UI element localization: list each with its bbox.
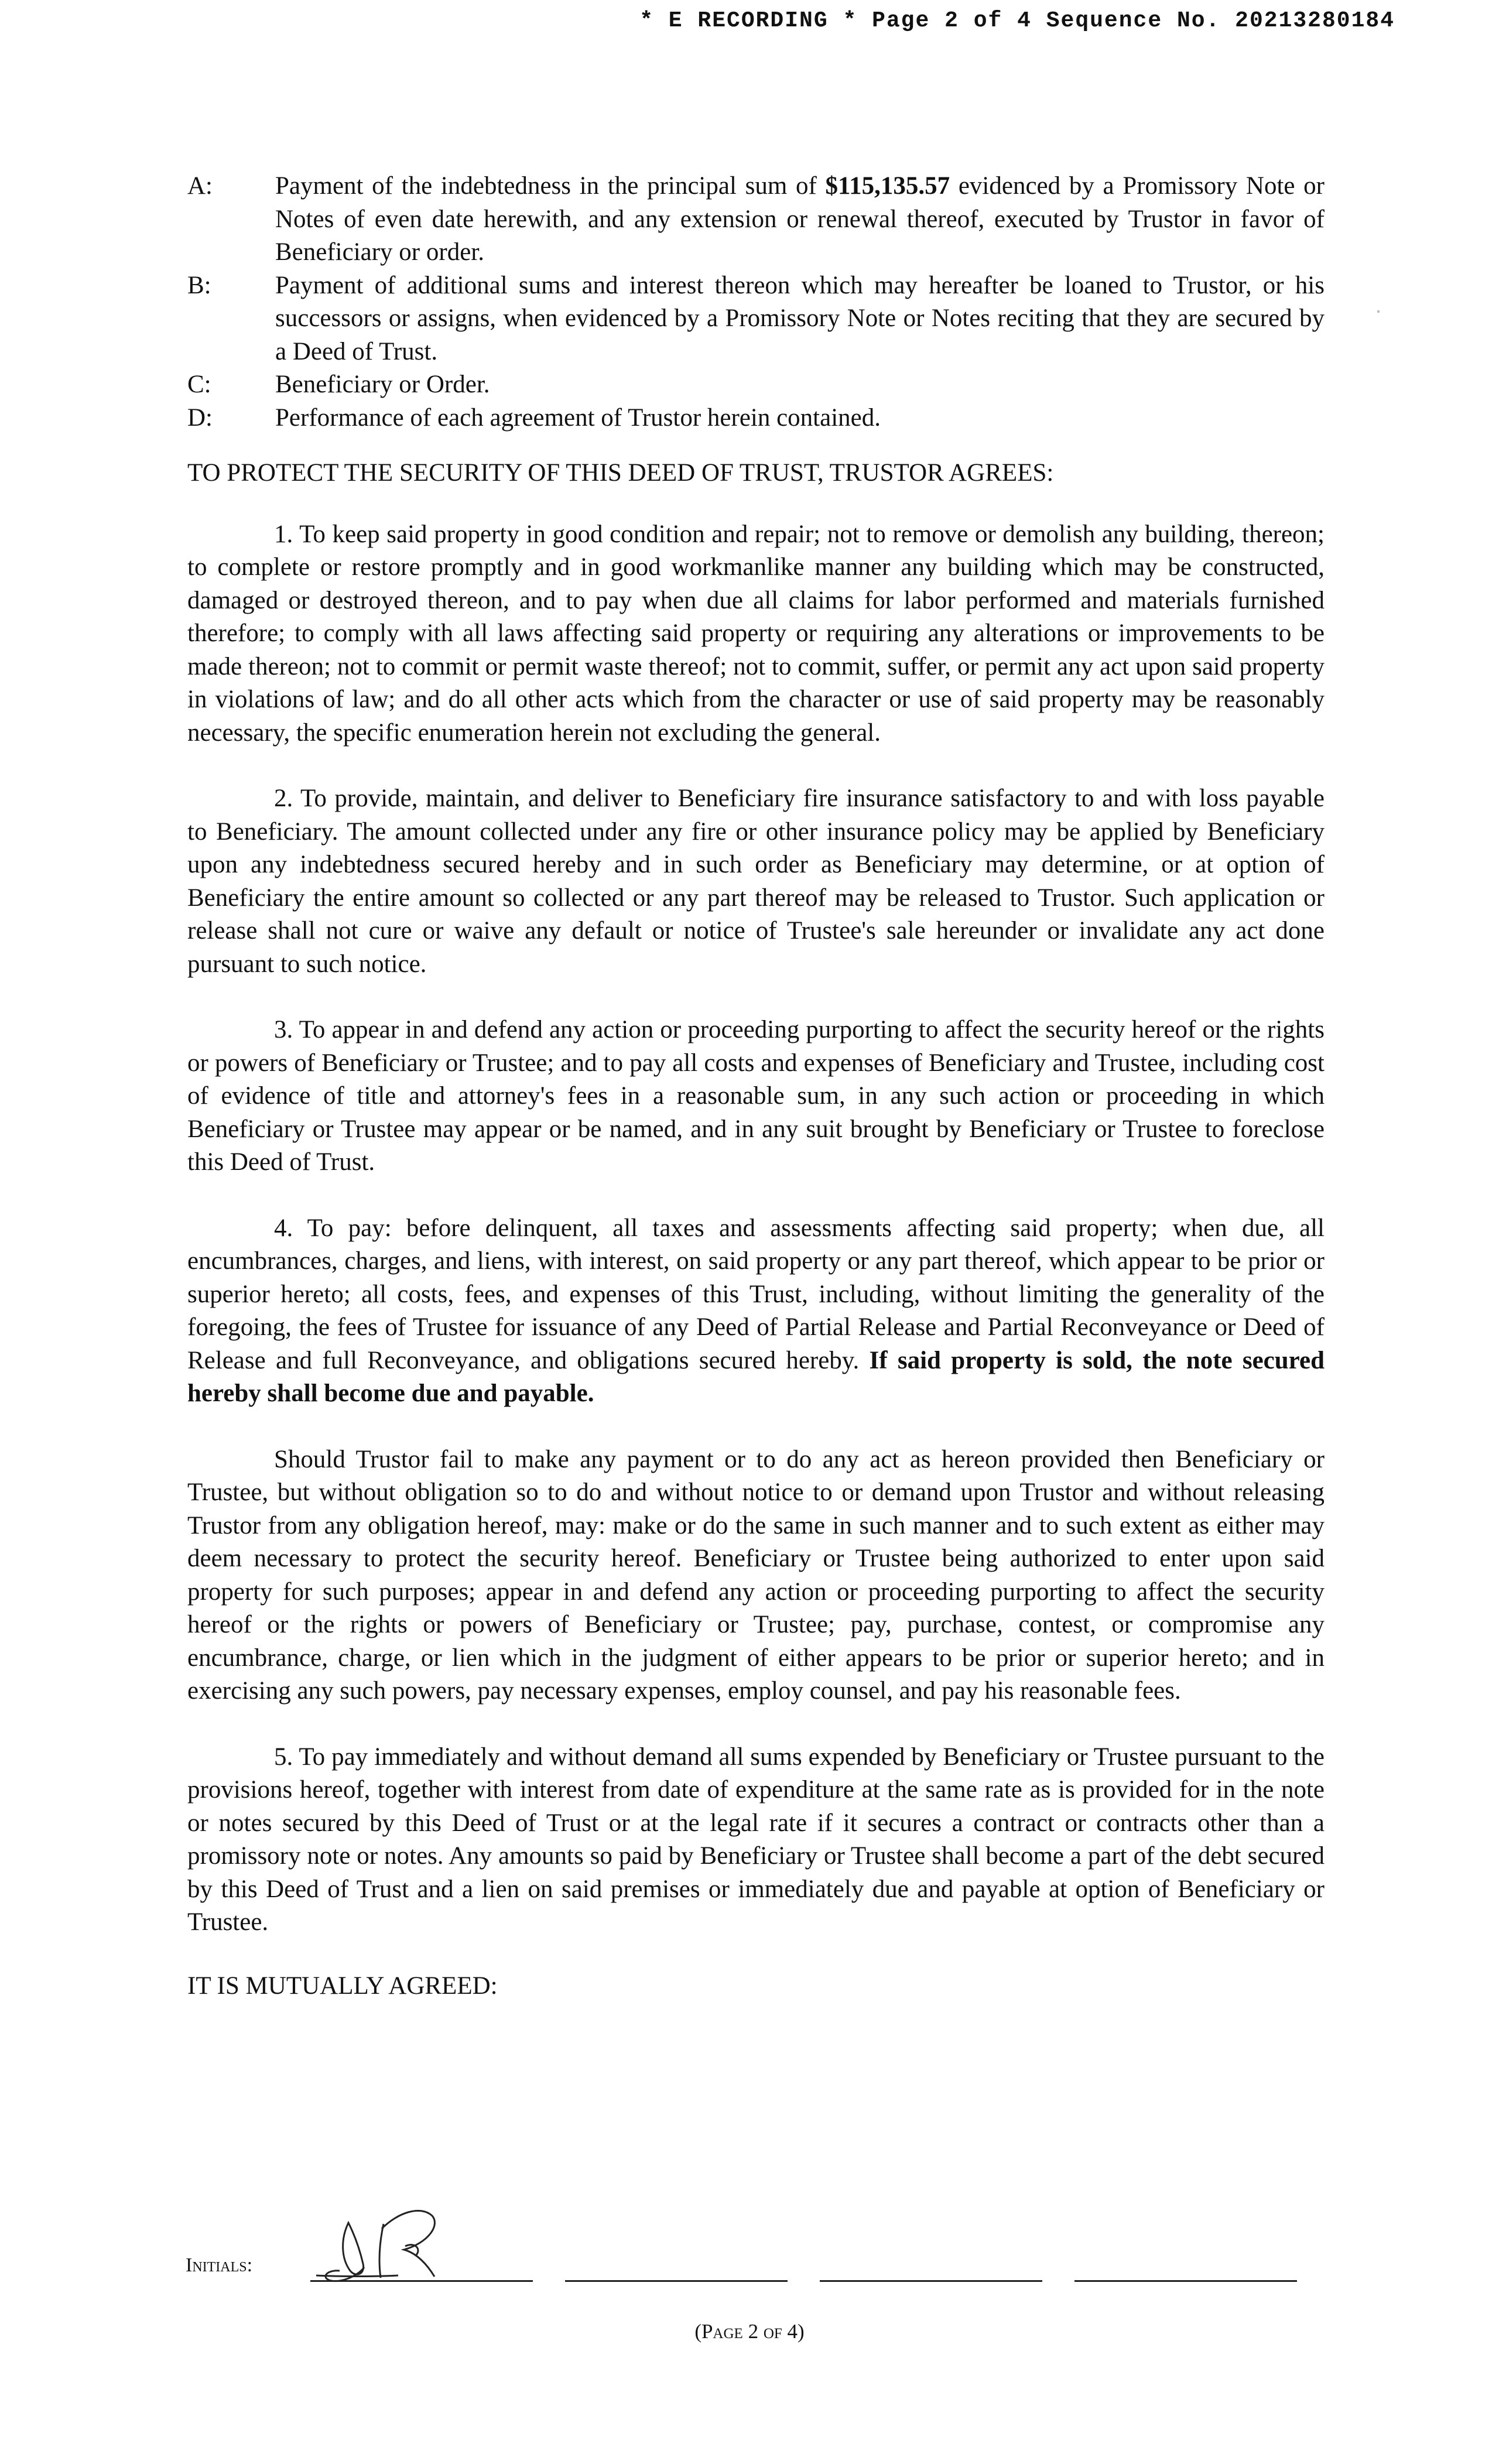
item-text: Performance of each agreement of Trustor herein contained. xyxy=(275,403,881,432)
paragraph-2: 2. To provide, maintain, and deliver to Beneficiary fire insurance satisfactory to and with loss payable to Beneficiary. The amount collected under any fire or other insurance policy may be applied by Beneficiary upon any indebtedness secured hereby and in such order as Beneficiary may determine, or at option of Beneficiary the entire amount so collected or any part thereof may be released to Trustor. Such application or release shall not cure or waive any default or notice of Trustee's sale hereunder or invalidate any act done pursuant to such notice. xyxy=(187,785,1325,978)
item-text: Payment of additional sums and interest thereon which may hereafter be loaned to Trustor, or his successors or assigns, when evidenced by a Promissory Note or Notes reciting that they are secured by a Deed of Trust. xyxy=(275,271,1325,365)
paragraph-1: 1. To keep said property in good condition and repair; not to remove or demolish any building, thereon; to complete or restore promptly and in good workmanlike manner any building which may be constructed, damaged or destroyed thereon, and to pay when due all claims for labor performed and materials furnished therefore; to comply with all laws affecting said property or requiring any alterations or improvements to be made thereon; not to commit or permit waste thereof; not to commit, suffer, or permit any act upon said property in violations of law; and do all other acts which from the character or use of said property may be reasonably necessary, the specific enumeration herein not excluding the general. xyxy=(187,520,1325,747)
item-text xyxy=(275,170,1325,269)
item-text-post: evidenced by a Promissory Note or Notes of even date herewith, and any extension or renewal thereof, executed by Trustor in favor of Beneficiary or order. xyxy=(275,172,1325,266)
paragraph-4-text: 4. To pay: before delinquent, all taxes and assessments affecting said property; when due, all encumbrances, charges, and liens, with interest, on said property or any part thereof, which appear to be prior or superior hereto; all costs, fees, and expenses of this Trust, including, without limiting the generality of the foregoing, the fees of Trustee for issuance of any Deed of Partial Release and Partial Reconveyance or Deed of Release and full Reconveyance, and obligations secured hereby. xyxy=(187,1214,1325,1374)
signature-initials-image xyxy=(304,2189,492,2288)
section-heading: TO PROTECT THE SECURITY OF THIS DEED OF TRUST, TRUSTOR AGREES: xyxy=(187,459,1054,487)
document-body xyxy=(187,170,1325,2003)
initials-label: Initials: xyxy=(186,2254,253,2276)
list-item-d xyxy=(187,402,1325,435)
paragraph-4 xyxy=(187,1212,1325,1411)
scan-speck xyxy=(1377,310,1380,313)
item-text-pre: Payment of the indebtedness in the principal sum of xyxy=(275,172,826,200)
initials-line-3 xyxy=(820,2280,1042,2282)
due-on-sale-clause: If said property is sold, the note secured hereby shall become due and payable. xyxy=(187,1346,1325,1407)
item-label: D: xyxy=(187,403,213,432)
paragraph-5: 5. To pay immediately and without demand all sums expended by Beneficiary or Trustee pursuant to the provisions hereof, together with interest from date of expenditure at the same rate as is provided for in the note or notes secured by this Deed of Trust or at the legal rate if it secures a contract or contracts other than a promissory note or notes. Any amounts so paid by Beneficiary or Trustee shall become a part of the debt secured by this Deed of Trust and a lien on said premises or immediately due and payable at option of Beneficiary or Trustee. xyxy=(187,1743,1325,1936)
item-label: B: xyxy=(187,271,211,299)
initials-line-1 xyxy=(310,2280,533,2282)
initials-line-2 xyxy=(565,2280,788,2282)
item-text: Beneficiary or Order. xyxy=(275,371,490,398)
list-item-b xyxy=(187,269,1325,369)
paragraph-should: Should Trustor fail to make any payment or to do any act as hereon provided then Beneficiary or Trustee, but without obligation so to do and without notice to or demand upon Trustor and without releasing Trustor from any obligation hereof, may: make or do the same in such manner and to such extent as either may deem necessary to protect the security hereof. Beneficiary or Trustee being authorized to enter upon said property for such purposes; appear in and defend any action or proceeding purporting to affect the security hereof or the rights or powers of Beneficiary or Trustee; pay, purchase, contest, or compromise any encumbrance, charge, or lien which in the judgment of either appears to be prior or superior hereto; and in exercising any such powers, pay necessary expenses, employ counsel, and pay his reasonable fees. xyxy=(187,1445,1325,1705)
recording-header: * E RECORDING * Page 2 of 4 Sequence No. 20213280184 xyxy=(639,8,1395,33)
list-item-c xyxy=(187,368,1325,402)
item-label: C: xyxy=(187,371,211,398)
principal-amount: $115,135.57 xyxy=(825,172,950,200)
page-footer: (Page 2 of 4) xyxy=(694,2320,805,2343)
list-item-a xyxy=(187,170,1325,269)
mutual-heading: IT IS MUTUALLY AGREED: xyxy=(187,1972,498,2000)
initials-line-4 xyxy=(1074,2280,1297,2282)
paragraph-3: 3. To appear in and defend any action or proceeding purporting to affect the security hereof or the rights or powers of Beneficiary or Trustee; and to pay all costs and expenses of Beneficiary and Trustee, including cost of evidence of title and attorney's fees in a reasonable sum, in any such action or proceeding in which Beneficiary or Trustee may appear or be named, and in any suit brought by Beneficiary or Trustee to foreclose this Deed of Trust. xyxy=(187,1016,1325,1176)
item-label: A: xyxy=(187,172,213,200)
